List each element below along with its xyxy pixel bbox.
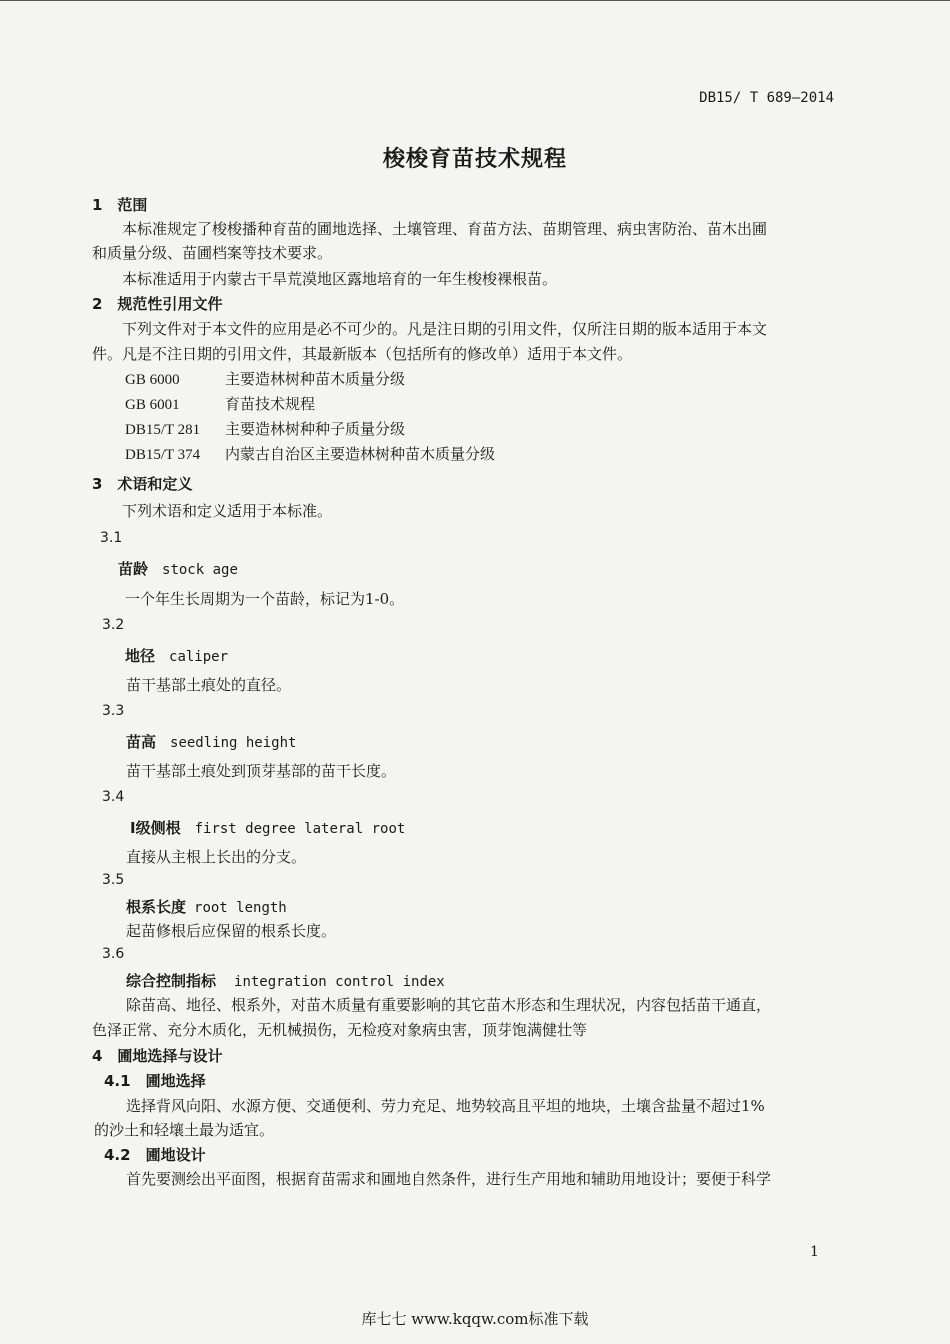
page-title: 梭梭育苗技术规程	[382, 147, 567, 172]
term-number: 3.1	[100, 530, 123, 546]
term-number: 3.3	[102, 703, 125, 719]
section-1-heading: 1 范围	[92, 196, 148, 214]
term-name	[126, 731, 296, 752]
section-2-para-line-1: 下列文件对于本文件的应用是必不可少的。凡是注日期的引用文件，仅所注日期的版本适用于本文	[122, 320, 768, 338]
section-3-intro: 下列术语和定义适用于本标准。	[122, 502, 333, 520]
reference-title: 内蒙古自治区主要造林树种苗木质量分级	[225, 445, 496, 463]
term-name-cn: 根系长度	[126, 898, 187, 916]
term-name	[126, 896, 287, 917]
term-name-en: caliper	[169, 649, 229, 665]
reference-item	[125, 368, 405, 389]
footer-watermark: 库七七 www.kqqw.com标准下载	[361, 1310, 589, 1328]
term-name	[130, 817, 405, 838]
term-number: 3.6	[102, 946, 125, 962]
reference-item	[125, 443, 495, 464]
scan-edge-line	[0, 0, 950, 5]
term-number: 3.4	[102, 789, 125, 805]
section-3-heading: 3 术语和定义	[92, 475, 193, 493]
section-1-para-2: 本标准适用于内蒙古干旱荒漠地区露地培育的一年生梭梭裸根苗。	[122, 270, 558, 288]
section-1-para-1-line-2: 和质量分级、苗圃档案等技术要求。	[92, 244, 333, 262]
reference-code: DB15/T 281	[125, 422, 201, 438]
section-4-1-line-1: 选择背风向阳、水源方便、交通便利、劳力充足、地势较高且平坦的地块，土壤含盐量不超过1%	[126, 1097, 765, 1115]
term-name	[118, 558, 238, 579]
reference-title: 主要造林树种种子质量分级	[225, 420, 406, 438]
term-name	[125, 645, 228, 666]
reference-item	[125, 418, 405, 439]
term-name-en: seedling height	[170, 735, 297, 751]
term-definition-line-1: 除苗高、地径、根系外，对苗木质量有重要影响的其它苗木形态和生理状况，内容包括苗干通直，	[126, 996, 772, 1014]
term-definition: 一个年生长周期为一个苗龄，标记为1-0。	[125, 590, 405, 608]
section-4-1-line-2: 的沙土和轻壤土最为适宜。	[94, 1121, 275, 1139]
reference-item	[125, 393, 315, 414]
term-name-cn: Ⅰ级侧根	[130, 819, 181, 837]
term-definition: 起苗修根后应保留的根系长度。	[126, 922, 337, 940]
reference-code: GB 6000	[125, 372, 180, 388]
term-name-en: stock age	[162, 562, 238, 578]
term-definition-line-2: 色泽正常、充分木质化，无机械损伤，无检疫对象病虫害，顶芽饱满健壮等	[92, 1021, 588, 1039]
term-name-cn: 综合控制指标	[126, 972, 217, 990]
term-definition: 苗干基部土痕处的直径。	[126, 676, 292, 694]
term-name-en: integration control index	[234, 974, 445, 990]
term-name-cn: 苗龄	[118, 560, 149, 578]
section-4-2-line-1: 首先要测绘出平面图，根据育苗需求和圃地自然条件，进行生产用地和辅助用地设计；要便于科学	[126, 1170, 772, 1188]
doc-code: DB15/ T 689—2014	[699, 90, 834, 106]
reference-code: DB15/T 374	[125, 447, 201, 463]
term-name-en: root length	[194, 900, 287, 916]
reference-title: 主要造林树种苗木质量分级	[225, 370, 406, 388]
page-number: 1	[810, 1244, 819, 1260]
term-name-cn: 地径	[125, 647, 156, 665]
term-name-cn: 苗高	[126, 733, 157, 751]
reference-code: GB 6001	[125, 397, 180, 413]
term-name	[126, 970, 445, 991]
section-4-1-heading: 4.1 圃地选择	[104, 1072, 206, 1090]
section-2-para-line-2: 件。凡是不注日期的引用文件，其最新版本（包括所有的修改单）适用于本文件。	[92, 345, 633, 363]
section-1-para-1-line-1: 本标准规定了梭梭播种育苗的圃地选择、土壤管理、育苗方法、苗期管理、病虫害防治、苗木出圃	[122, 220, 768, 238]
reference-title: 育苗技术规程	[225, 395, 316, 413]
section-4-2-heading: 4.2 圃地设计	[104, 1146, 206, 1164]
term-number: 3.2	[102, 617, 125, 633]
term-definition: 直接从主根上长出的分支。	[126, 848, 307, 866]
section-2-heading: 2 规范性引用文件	[92, 295, 223, 313]
term-number: 3.5	[102, 872, 125, 888]
term-name-en: first degree lateral root	[194, 821, 406, 837]
term-definition: 苗干基部土痕处到顶芽基部的苗干长度。	[126, 762, 397, 780]
section-4-heading: 4 圃地选择与设计	[92, 1047, 223, 1065]
